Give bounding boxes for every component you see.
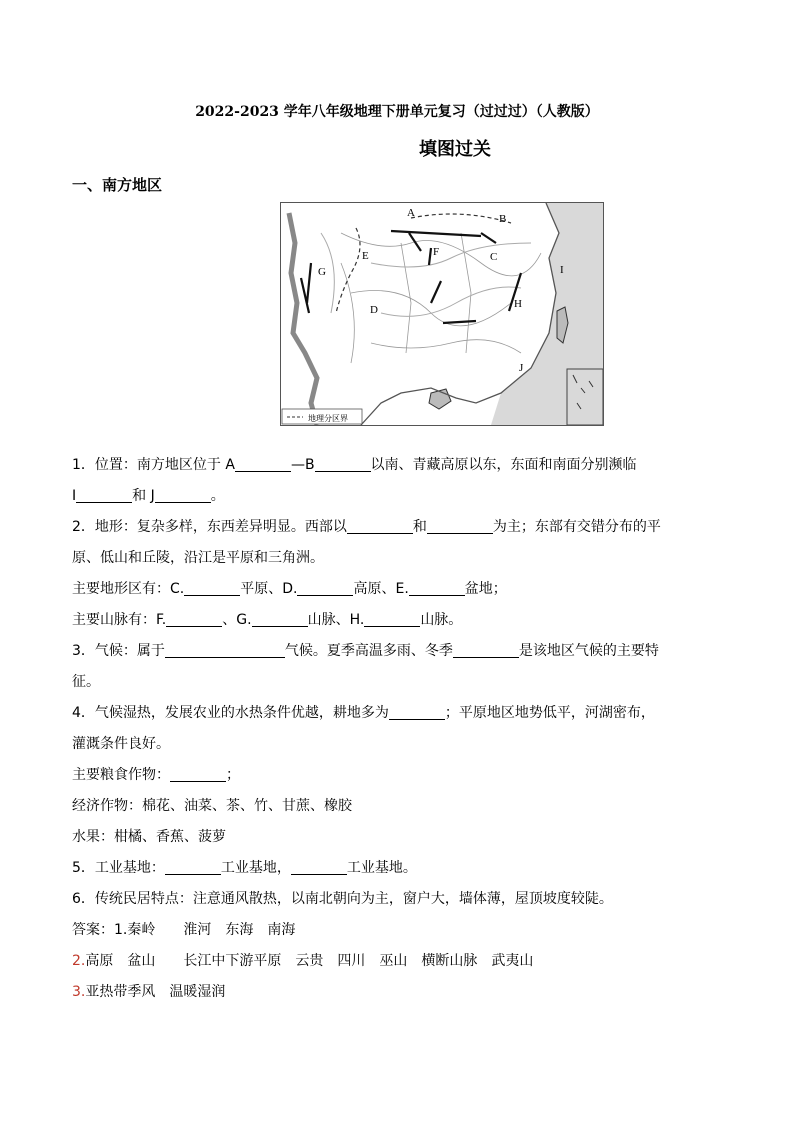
blank-j[interactable] bbox=[155, 486, 211, 503]
map-label-j: J bbox=[519, 362, 524, 374]
q4-line4: 经济作物：棉花、油菜、茶、竹、甘蔗、橡胶 bbox=[72, 798, 352, 814]
map-label-d: D bbox=[370, 304, 378, 316]
blank-west-2[interactable] bbox=[427, 517, 493, 534]
map-label-e: E bbox=[362, 250, 369, 262]
page-subtitle: 填图过关 bbox=[419, 139, 491, 160]
q5-line1: 5．工业基地： 工业基地， 工业基地。 bbox=[72, 860, 417, 876]
question-list bbox=[72, 452, 722, 1010]
q4-line3: 主要粮食作物： ； bbox=[72, 767, 240, 783]
map-label-f: F bbox=[433, 246, 440, 258]
q3-line2: 征。 bbox=[72, 674, 100, 690]
q6-line1: 6．传统民居特点：注意通风散热，以南北朝向为主，窗户大，墙体薄，屋顶坡度较陡。 bbox=[72, 891, 613, 907]
blank-c[interactable] bbox=[184, 579, 240, 596]
blank-d[interactable] bbox=[297, 579, 353, 596]
q4-line1: 4．气候湿热，发展农业的水热条件优越，耕地多为 ；平原地区地势低平，河湖密布， bbox=[72, 705, 655, 721]
page-title: 2022-2023 学年八年级地理下册单元复习（过过过）（人教版） bbox=[195, 104, 599, 120]
q3-line1: 3．气候：属于 气候。夏季高温多雨、冬季 是该地区气候的主要特 bbox=[72, 643, 659, 659]
blank-b[interactable] bbox=[315, 455, 371, 472]
south-china-map bbox=[280, 202, 604, 426]
map-label-g: G bbox=[318, 266, 326, 278]
map-legend-label: 地理分区界 bbox=[308, 414, 348, 423]
blank-grain[interactable] bbox=[170, 765, 226, 782]
blank-climate[interactable] bbox=[165, 641, 285, 658]
q4-line2: 灌溉条件良好。 bbox=[72, 736, 170, 752]
map-label-a: A bbox=[407, 207, 415, 219]
blank-g[interactable] bbox=[252, 610, 308, 627]
q1-line1: 1．位置：南方地区位于 A —B 以南、青藏高原以东，东面和南面分别濒临 bbox=[72, 457, 637, 473]
q2-line1: 2．地形：复杂多样，东西差异明显。西部以 和 为主；东部有交错分布的平 bbox=[72, 519, 661, 535]
q2-line3: 主要地形区有：C. 平原、D. 高原、E. 盆地； bbox=[72, 581, 507, 597]
q1-line2: I 和 J 。 bbox=[72, 488, 225, 504]
blank-f[interactable] bbox=[166, 610, 222, 627]
answer-line2: 2.高原 盆山 长江中下游平原 云贵 四川 巫山 横断山脉 武夷山 bbox=[72, 953, 534, 969]
section-heading: 一、南方地区 bbox=[72, 176, 163, 194]
blank-west-1[interactable] bbox=[347, 517, 413, 534]
blank-i[interactable] bbox=[76, 486, 132, 503]
q4-line5: 水果：柑橘、香蕉、菠萝 bbox=[72, 829, 226, 845]
q2-line4: 主要山脉有：F. 、G. 山脉、H. 山脉。 bbox=[72, 612, 463, 628]
map-label-h: H bbox=[514, 298, 522, 310]
blank-h[interactable] bbox=[364, 610, 420, 627]
blank-e[interactable] bbox=[409, 579, 465, 596]
map-label-c: C bbox=[490, 251, 498, 263]
answer-line3: 3.亚热带季风 温暖湿润 bbox=[72, 984, 226, 1000]
map-label-i: I bbox=[560, 264, 564, 276]
map-label-b: B bbox=[499, 213, 507, 225]
map-figure bbox=[281, 203, 603, 425]
blank-farmland[interactable] bbox=[389, 703, 445, 720]
q2-line2: 原、低山和丘陵，沿江是平原和三角洲。 bbox=[72, 550, 324, 566]
blank-winter[interactable] bbox=[453, 641, 519, 658]
blank-industry-1[interactable] bbox=[165, 858, 221, 875]
answer-line1: 答案：1.秦岭 淮河 东海 南海 bbox=[72, 922, 296, 938]
blank-a[interactable] bbox=[235, 455, 291, 472]
blank-industry-2[interactable] bbox=[291, 858, 347, 875]
